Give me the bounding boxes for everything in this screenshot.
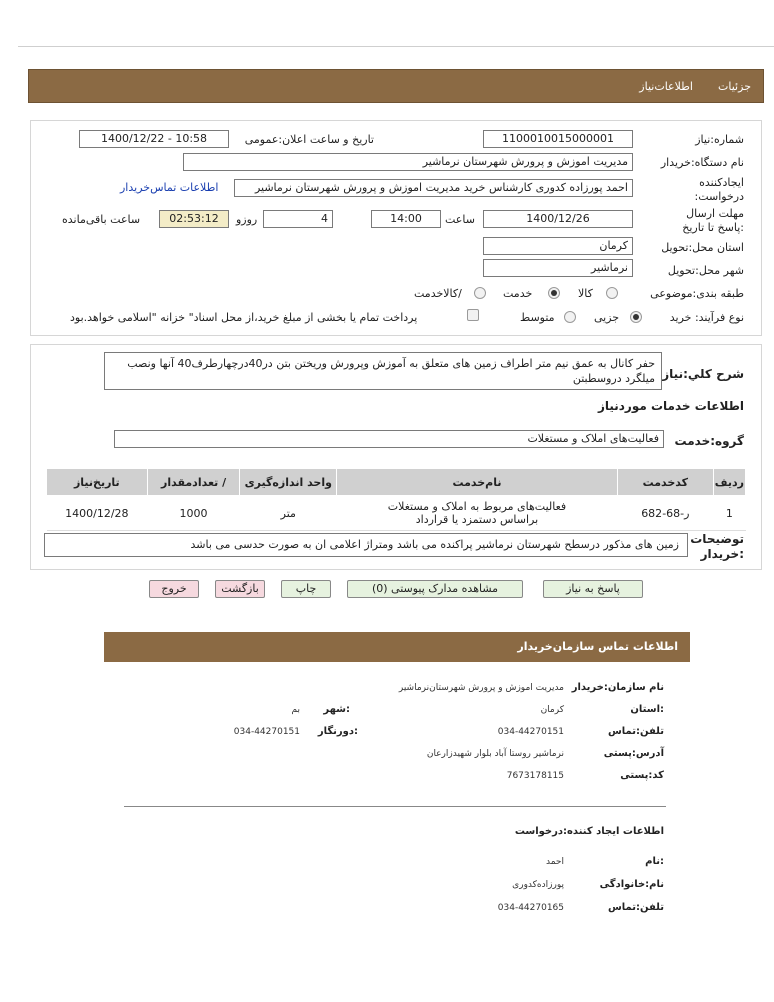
need-number-label: شماره:نیاز	[695, 133, 744, 146]
remaining-time-field: 02:53:12	[159, 210, 229, 228]
days-field[interactable]: 4	[263, 210, 333, 228]
services-title: اطلاعات خدمات موردنياز	[597, 399, 744, 413]
process-medium-radio[interactable]	[564, 311, 576, 323]
contact-phone-value: 034-44270151	[497, 727, 564, 737]
category-goods-service-label: /کالاخدمت	[414, 287, 462, 300]
contact-phone-label: تلفن:تماس	[607, 726, 664, 737]
process-medium-label: متوسط	[520, 311, 555, 324]
province-label: استان محل:تحویل	[661, 241, 744, 254]
row-unit: متر	[240, 496, 337, 531]
creator-first-name-value: احمد	[546, 857, 564, 867]
header-bar	[28, 69, 764, 103]
creator-last-name-value: پورزاده‌کدوری	[512, 880, 564, 890]
remaining-time-label: ساعت باقی‌مانده	[62, 213, 141, 226]
contact-address-label: آدرس:پستی	[603, 748, 664, 759]
need-number-field[interactable]: 1100010015000001	[483, 130, 633, 148]
creator-info-title: اطلاعات ایجاد کننده:درخواست	[514, 826, 664, 837]
deadline-time-field[interactable]: 14:00	[371, 210, 441, 228]
announce-field[interactable]: 1400/12/22 - 10:58	[79, 130, 229, 148]
contact-fax-label: :دورنگار	[317, 726, 358, 737]
category-goods-service-radio[interactable]	[474, 287, 486, 299]
table-row[interactable]	[47, 496, 746, 531]
treasury-payment-checkbox[interactable]	[467, 309, 479, 321]
row-service-code: ر-68-682	[617, 496, 713, 531]
contact-postal-value: 7673178115	[506, 771, 564, 781]
process-label: نوع فرآیند: خرید	[669, 311, 744, 324]
creator-phone-label: تلفن:تماس	[607, 902, 664, 913]
category-goods-label: کالا	[578, 287, 593, 300]
col-quantity: / تعدادمقدار	[147, 469, 240, 496]
buyer-notes-text: زمین های مذکور درسطح شهرستان نرماشیر پراکنده می باشد ومتراژ اعلامی ان به صورت حدسی می باشد	[44, 533, 688, 557]
contact-postal-label: کد:پستی	[620, 770, 664, 781]
treasury-payment-note: پرداخت تمام یا بخشی از مبلغ خرید،از محل اسناد" خزانه "اسلامی خواهد.بود	[70, 311, 418, 324]
top-divider	[18, 46, 774, 47]
days-label: روزو	[236, 213, 258, 226]
reply-button[interactable]: پاسخ به نیاز	[543, 580, 643, 598]
creator-phone-value: 034-44270165	[497, 903, 564, 913]
service-group-field[interactable]: فعالیت‌های املاک و مستغلات	[114, 430, 664, 448]
contact-city-value: بم	[291, 705, 300, 715]
col-unit: واحد اندازه‌گیری	[240, 469, 337, 496]
view-attachments-button[interactable]: مشاهده مدارک پیوستی (0)	[347, 580, 523, 598]
contact-address-value: نرماشیر روستا آباد بلوار شهیدزارعان	[426, 749, 564, 759]
col-service-name: نام‌خدمت	[337, 469, 618, 496]
col-service-code: کدخدمت	[617, 469, 713, 496]
category-goods-radio[interactable]	[606, 287, 618, 299]
tab-need-info[interactable]: اطلاعات‌نیاز	[639, 80, 693, 93]
contact-province-label: :استان	[630, 704, 664, 715]
col-row: ردیف	[713, 469, 745, 496]
process-partial-radio[interactable]	[630, 311, 642, 323]
contact-divider	[124, 806, 666, 807]
back-button[interactable]: بازگشت	[215, 580, 265, 598]
buyer-org-field[interactable]: مدیریت اموزش و پرورش شهرستان نرماشیر	[183, 153, 633, 171]
description-label: شرح کلي:نياز	[662, 367, 744, 381]
process-partial-label: جزیی	[594, 311, 620, 324]
creator-field[interactable]: احمد پورزاده کدوری کارشناس خرید مدیریت اموزش و پرورش شهرستان نرماشیر	[234, 179, 633, 197]
services-table	[46, 468, 746, 531]
contact-province-value: کرمان	[540, 705, 564, 715]
deadline-date-field[interactable]: 1400/12/26	[483, 210, 633, 228]
row-need-date: 1400/12/28	[47, 496, 148, 531]
category-service-radio[interactable]	[548, 287, 560, 299]
table-header-row	[47, 469, 746, 496]
city-label: شهر محل:تحویل	[667, 264, 744, 277]
creator-label: ایجادکننده درخواست:	[694, 176, 744, 203]
category-label: طبقه بندی:موضوعی	[650, 287, 744, 300]
row-number: 1	[713, 496, 745, 531]
exit-button[interactable]: خروج	[149, 580, 199, 598]
contact-org-label: نام سازمان:خریدار	[571, 682, 664, 693]
row-service-name: فعالیت‌های مربوط به املاک و مستغلات براساس دستمزد یا قرارداد	[337, 496, 618, 531]
buyer-org-label: نام دستگاه:خریدار	[660, 156, 744, 169]
contact-org-value: مدیریت اموزش و پرورش شهرستان‌نرماشیر	[398, 683, 564, 693]
buyer-contact-title: اطلاعات تماس سازمان‌خریدار	[517, 640, 678, 653]
deadline-label: مهلت ارسال :پاسخ تا تاریخ	[682, 207, 744, 234]
category-service-label: خدمت	[503, 287, 533, 300]
buyer-notes-label: توضیحات :خریدار	[690, 532, 744, 561]
deadline-time-label: ساعت	[445, 213, 475, 226]
service-group-label: گروه:خدمت	[674, 434, 744, 448]
announce-label: تاریخ و ساعت اعلان:عمومی	[244, 133, 374, 146]
description-text: حفر کانال به عمق نیم متر اطراف زمین های متعلق به آموزش وپرورش وریختن بتن در40درچهارطرف40 آنها ونصب میلگرد دروسطبتن	[104, 352, 662, 390]
buyer-contact-header	[104, 632, 690, 662]
city-field[interactable]: نرماشیر	[483, 259, 633, 277]
col-need-date: تاریخ‌نیاز	[47, 469, 148, 496]
creator-last-name-label: نام:خانوادگی	[599, 879, 664, 890]
contact-fax-value: 034-44270151	[233, 727, 300, 737]
tab-details[interactable]: جزئیات	[718, 80, 751, 93]
print-button[interactable]: چاپ	[281, 580, 331, 598]
contact-city-label: :شهر	[323, 704, 350, 715]
province-field[interactable]: کرمان	[483, 237, 633, 255]
row-quantity: 1000	[147, 496, 240, 531]
creator-first-name-label: :نام	[645, 856, 664, 867]
buyer-contact-link[interactable]: اطلاعات تماس‌خریدار	[120, 181, 219, 194]
